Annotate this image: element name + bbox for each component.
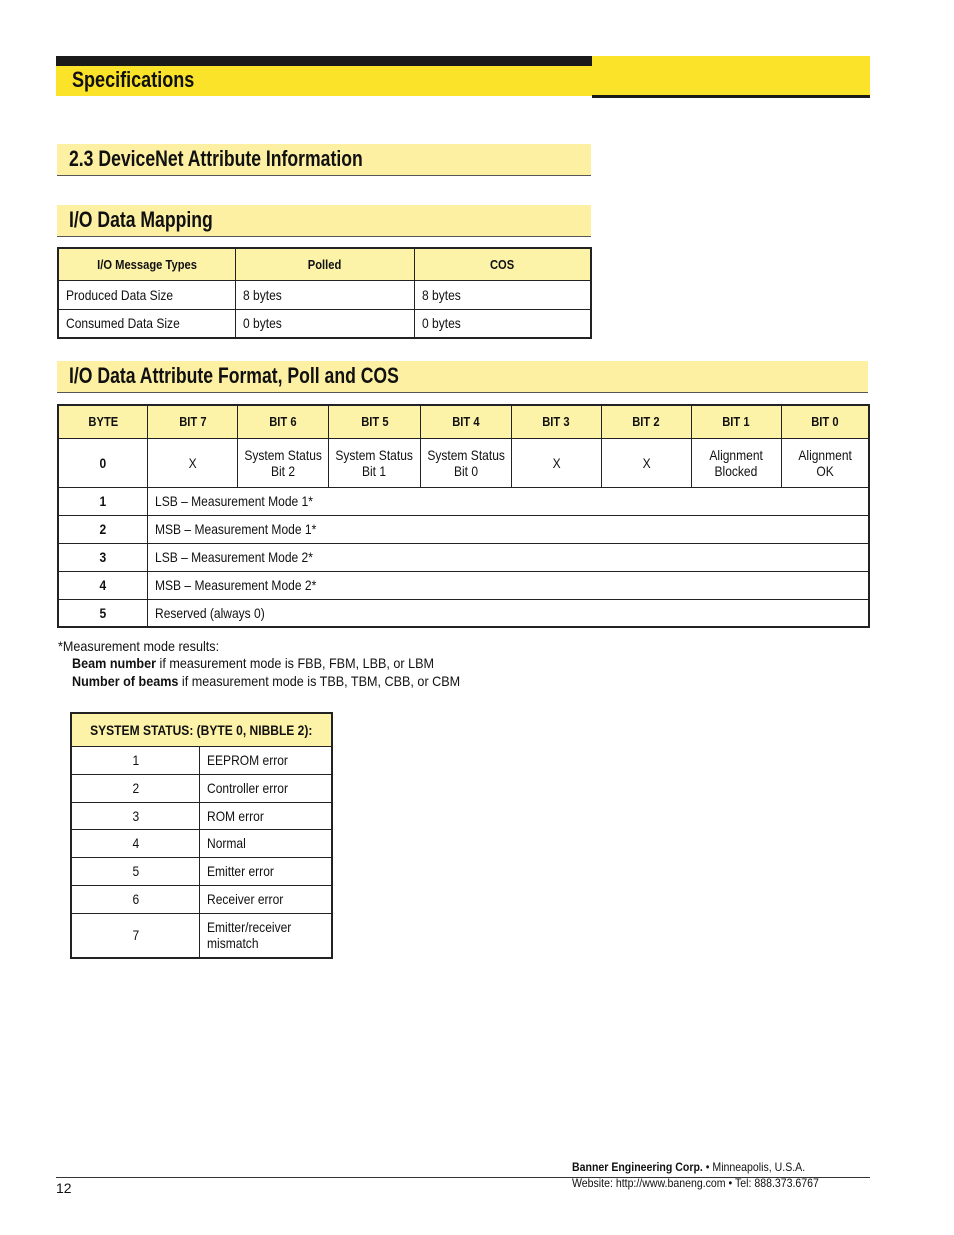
column-header: BIT 4 (420, 405, 511, 438)
header-rule (592, 95, 870, 98)
column-header: BIT 0 (781, 405, 869, 438)
table-row (71, 857, 332, 885)
status-code: 5 (71, 857, 200, 885)
table-row (71, 774, 332, 802)
footnote-intro: *Measurement mode results: (58, 638, 220, 654)
status-code: 2 (71, 774, 200, 802)
footnote-term: Number of beams (72, 673, 179, 689)
table-header-row (58, 405, 869, 438)
byte-cell: 5 (58, 599, 148, 627)
byte-cell: 1 (58, 487, 148, 515)
footnote-text: if measurement mode is FBB, FBM, LBB, or LBM (156, 655, 435, 671)
table-cell: 0 bytes (236, 309, 415, 338)
description-cell: Reserved (always 0) (148, 599, 870, 627)
section-heading-attr-format (57, 361, 868, 393)
status-label: Controller error (200, 774, 332, 802)
status-code: 4 (71, 829, 200, 857)
table-row (58, 599, 869, 627)
status-code: 6 (71, 885, 200, 913)
section-heading-devicenet (57, 144, 591, 176)
status-code: 3 (71, 802, 200, 829)
company-name: Banner Engineering Corp. (572, 1160, 703, 1174)
column-header: BIT 5 (329, 405, 420, 438)
table-row (58, 309, 591, 338)
table-row (58, 571, 869, 599)
footnote-line-2 (72, 673, 460, 689)
io-mapping-table (57, 247, 592, 339)
description-cell: LSB – Measurement Mode 2* (148, 543, 870, 571)
status-label: Emitter/receivermismatch (200, 913, 332, 958)
bit-cell: Alignment Blocked (691, 438, 781, 487)
table-cell: 0 bytes (415, 309, 592, 338)
column-header: Polled (236, 248, 415, 280)
column-header: BIT 3 (511, 405, 601, 438)
column-header: BIT 7 (148, 405, 238, 438)
section-title: I/O Data Mapping (69, 207, 213, 232)
attribute-format-table (57, 404, 870, 628)
table-row-byte0 (58, 438, 869, 487)
table-header-row (58, 248, 591, 280)
status-label: EEPROM error (200, 746, 332, 774)
status-code: 7 (71, 913, 200, 958)
column-header: BIT 2 (601, 405, 691, 438)
bit-cell: X (511, 438, 601, 487)
section-title: 2.3 DeviceNet Attribute Information (69, 146, 363, 171)
footnote-line-1 (72, 655, 434, 671)
table-cell: 8 bytes (415, 280, 592, 309)
bit-cell: System Status Bit 0 (420, 438, 511, 487)
table-row (71, 802, 332, 829)
table-row (58, 487, 869, 515)
bit-cell: X (601, 438, 691, 487)
company-location: • Minneapolis, U.S.A. (702, 1160, 806, 1174)
description-cell: MSB – Measurement Mode 2* (148, 571, 870, 599)
table-row (71, 913, 332, 958)
byte-cell: 4 (58, 571, 148, 599)
table-row (71, 746, 332, 774)
table-row (58, 280, 591, 309)
system-status-table (70, 712, 333, 959)
status-label: Normal (200, 829, 332, 857)
description-cell: LSB – Measurement Mode 1* (148, 487, 870, 515)
table-header-row (71, 713, 332, 746)
header-black-bar (56, 56, 592, 66)
table-title: SYSTEM STATUS: (BYTE 0, NIBBLE 2): (71, 713, 332, 746)
column-header: COS (415, 248, 592, 280)
table-cell: Produced Data Size (58, 280, 236, 309)
footer-company-line (572, 1160, 805, 1174)
footer-contact: Website: http://www.baneng.com • Tel: 888.373.6767 (572, 1176, 819, 1190)
page-title: Specifications (72, 67, 195, 92)
column-header: BYTE (58, 405, 148, 438)
column-header: BIT 1 (691, 405, 781, 438)
byte-cell: 0 (58, 438, 148, 487)
column-header: I/O Message Types (58, 248, 236, 280)
section-title: I/O Data Attribute Format, Poll and COS (69, 363, 399, 388)
status-code: 1 (71, 746, 200, 774)
bit-cell: System Status Bit 1 (329, 438, 420, 487)
table-row (71, 829, 332, 857)
table-row (58, 515, 869, 543)
footnote-text: if measurement mode is TBB, TBM, CBB, or CBM (178, 673, 461, 689)
table-cell: Consumed Data Size (58, 309, 236, 338)
table-cell: 8 bytes (236, 280, 415, 309)
bit-cell: System Status Bit 2 (238, 438, 329, 487)
page-number: 12 (56, 1180, 72, 1196)
bit-cell: X (148, 438, 238, 487)
section-heading-io-mapping (57, 205, 591, 237)
byte-cell: 2 (58, 515, 148, 543)
byte-cell: 3 (58, 543, 148, 571)
status-label: Receiver error (200, 885, 332, 913)
footnote-term: Beam number (72, 655, 157, 671)
column-header: BIT 6 (238, 405, 329, 438)
status-label: ROM error (200, 802, 332, 829)
table-row (71, 885, 332, 913)
description-cell: MSB – Measurement Mode 1* (148, 515, 870, 543)
status-label: Emitter error (200, 857, 332, 885)
bit-cell: Alignment OK (781, 438, 869, 487)
table-row (58, 543, 869, 571)
